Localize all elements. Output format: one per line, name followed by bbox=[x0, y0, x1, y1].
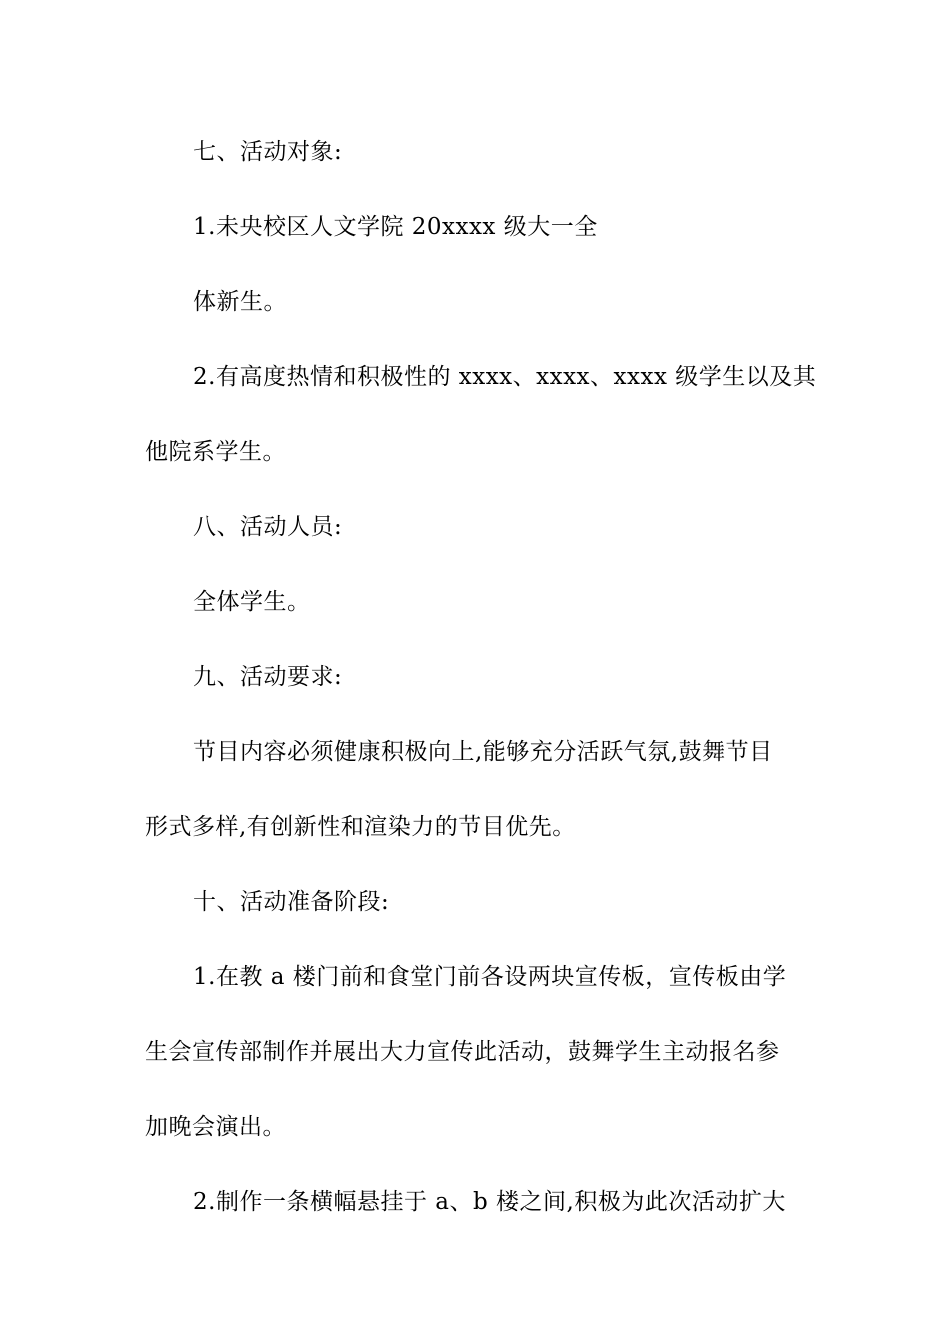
paragraph-line: 形式多样,有创新性和渲染力的节目优先。 bbox=[145, 814, 576, 840]
paragraph-line: 2.有高度热情和积极性的 xxxx、xxxx、xxxx 级学生以及其 bbox=[193, 364, 817, 390]
paragraph-line: 全体学生。 bbox=[193, 589, 311, 615]
section-heading-8: 八、活动人员: bbox=[193, 514, 343, 540]
paragraph-line: 生会宣传部制作并展出大力宣传此活动，鼓舞学生主动报名参 bbox=[145, 1039, 780, 1065]
section-heading-10: 十、活动准备阶段: bbox=[193, 889, 390, 915]
paragraph-line: 加晚会演出。 bbox=[145, 1114, 286, 1140]
paragraph-line: 节目内容必须健康积极向上,能够充分活跃气氛,鼓舞节目 bbox=[193, 739, 773, 765]
paragraph-line: 他院系学生。 bbox=[145, 439, 286, 465]
paragraph-line: 体新生。 bbox=[193, 289, 287, 315]
paragraph-line: 1.未央校区人文学院 20xxxx 级大一全 bbox=[193, 214, 598, 240]
paragraph-line: 2.制作一条横幅悬挂于 a、b 楼之间,积极为此次活动扩大 bbox=[193, 1189, 786, 1215]
paragraph-line: 1.在教 a 楼门前和食堂门前各设两块宣传板，宣传板由学 bbox=[193, 964, 787, 990]
section-heading-7: 七、活动对象: bbox=[193, 139, 343, 165]
section-heading-9: 九、活动要求: bbox=[193, 664, 343, 690]
